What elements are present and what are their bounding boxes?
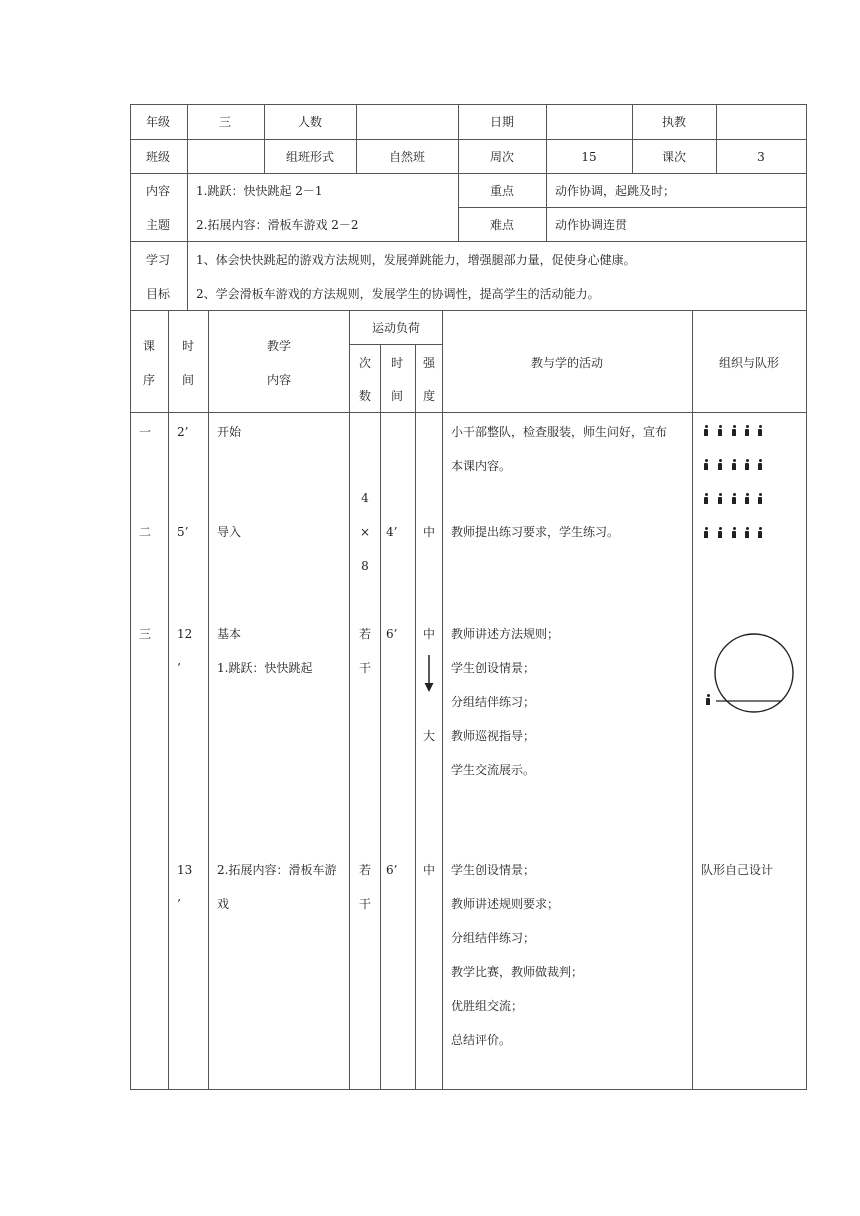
row2-reps-3: 8 (361, 559, 369, 573)
row2-intensity: 中 (422, 525, 436, 539)
row3-activity-4: 教师巡视指导； (451, 729, 536, 743)
row4-activity-6: 总结评价。 (451, 1033, 512, 1047)
class-label: 班级 (145, 150, 171, 164)
key-value: 动作协调，起跳及时； (555, 184, 676, 198)
student-icon (732, 527, 736, 538)
row1-activity-1: 小干部整队，检查服装，师生问好，宣布 (451, 425, 668, 439)
student-icon (704, 493, 708, 504)
row4-reps-1: 若 (358, 863, 372, 877)
goal-label-1: 学习 (145, 253, 171, 267)
goal-line-1: 1、体会快快跳起的游戏方法规则，发展弹跳能力，增强腿部力量，促使身心健康。 (196, 253, 636, 267)
student-icon (732, 493, 736, 504)
row2-seq: 二 (138, 525, 152, 539)
col-load: 运动负荷 (371, 321, 421, 335)
col-seq-2: 序 (142, 373, 156, 387)
student-icon (758, 493, 762, 504)
row2-duration: 4’ (386, 525, 398, 539)
row4-intensity: 中 (422, 863, 436, 877)
week-label: 周次 (489, 150, 515, 164)
row2-time: 5’ (177, 525, 189, 539)
student-icon (758, 459, 762, 470)
row3-time-2: ’ (177, 661, 181, 675)
row4-content-1: 2.拓展内容：滑板车游 (217, 863, 337, 877)
col-formation: 组织与队形 (718, 356, 780, 370)
col-content-2: 内容 (266, 373, 292, 387)
key-label: 重点 (489, 184, 515, 198)
row3-reps-2: 干 (358, 661, 372, 675)
student-icon (745, 527, 749, 538)
row4-formation: 队形自己设计 (701, 863, 774, 877)
col-activity: 教与学的活动 (530, 356, 604, 370)
student-icon (758, 527, 762, 538)
content-line-2: 2.拓展内容：滑板车游戏 2－2 (196, 218, 359, 232)
col-duration-2: 间 (390, 389, 404, 403)
col-content-1: 教学 (266, 339, 292, 353)
student-icon (758, 425, 762, 436)
row1-activity-2: 本课内容。 (451, 459, 512, 473)
row4-reps-2: 干 (358, 897, 372, 911)
row1-seq: 一 (138, 425, 152, 439)
col-seq-1: 课 (142, 339, 156, 353)
student-icon (718, 459, 722, 470)
goal-label-2: 目标 (145, 287, 171, 301)
row3-activity-1: 教师讲述方法规则； (451, 627, 560, 641)
difficulty-label: 难点 (489, 218, 515, 232)
student-icon (732, 425, 736, 436)
row4-time-2: ’ (177, 897, 181, 911)
row4-activity-3: 分组结伴练习； (451, 931, 536, 945)
difficulty-value: 动作协调连贯 (555, 218, 628, 232)
col-reps-1: 次 (358, 356, 372, 370)
content-label-2: 主题 (145, 218, 171, 232)
row4-duration: 6’ (386, 863, 398, 877)
row3-intensity-1: 中 (422, 627, 436, 641)
student-icon (718, 493, 722, 504)
col-intensity-1: 强 (422, 356, 436, 370)
row4-activity-1: 学生创设情景； (451, 863, 536, 877)
lesson-value: 3 (757, 150, 765, 164)
teacher-label: 执教 (661, 115, 687, 129)
goal-line-2: 2、学会滑板车游戏的方法规则，发展学生的协调性，提高学生的活动能力。 (196, 287, 600, 301)
content-line-1: 1.跳跃：快快跳起 2－1 (196, 184, 323, 198)
row3-time-1: 12 (177, 627, 193, 641)
row2-content: 导入 (217, 525, 242, 539)
student-icon (704, 459, 708, 470)
row4-content-2: 戏 (217, 897, 230, 911)
student-icon (704, 527, 708, 538)
circle-formation-diagram (700, 630, 800, 720)
count-label: 人数 (297, 115, 323, 129)
student-icon (706, 694, 710, 705)
student-icon (718, 527, 722, 538)
col-time-1: 时 (181, 339, 195, 353)
student-icon (732, 459, 736, 470)
student-icon (745, 459, 749, 470)
row3-reps-1: 若 (358, 627, 372, 641)
row2-reps-2: × (359, 525, 371, 539)
col-duration-1: 时 (390, 356, 404, 370)
content-label-1: 内容 (145, 184, 171, 198)
student-icon (704, 425, 708, 436)
row3-content-1: 基本 (217, 627, 242, 641)
row2-activity-1: 教师提出练习要求，学生练习。 (451, 525, 620, 539)
col-intensity-2: 度 (422, 389, 436, 403)
grade-label: 年级 (145, 115, 171, 129)
student-icon (718, 425, 722, 436)
student-icon (745, 425, 749, 436)
row4-activity-4: 教学比赛，教师做裁判； (451, 965, 584, 979)
row3-content-2: 1.跳跃：快快跳起 (217, 661, 313, 675)
col-time-2: 间 (181, 373, 195, 387)
row1-content: 开始 (217, 425, 242, 439)
grade-value: 三 (218, 115, 232, 129)
student-icon (745, 493, 749, 504)
row4-activity-2: 教师讲述规则要求； (451, 897, 560, 911)
form-label: 组班形式 (285, 150, 335, 164)
col-reps-2: 数 (358, 389, 372, 403)
row4-time-1: 13 (177, 863, 193, 877)
row4-activity-5: 优胜组交流； (451, 999, 524, 1013)
lesson-label: 课次 (661, 150, 687, 164)
row3-seq: 三 (138, 627, 152, 641)
row3-intensity-2: 大 (422, 729, 436, 743)
down-arrow-icon (423, 655, 435, 693)
row3-activity-5: 学生交流展示。 (451, 763, 536, 777)
row3-activity-2: 学生创设情景； (451, 661, 536, 675)
row3-activity-3: 分组结伴练习； (451, 695, 536, 709)
date-label: 日期 (489, 115, 515, 129)
row1-time: 2’ (177, 425, 189, 439)
week-value: 15 (581, 150, 597, 164)
form-value: 自然班 (388, 150, 426, 164)
row2-reps-1: 4 (361, 491, 369, 505)
row3-duration: 6’ (386, 627, 398, 641)
